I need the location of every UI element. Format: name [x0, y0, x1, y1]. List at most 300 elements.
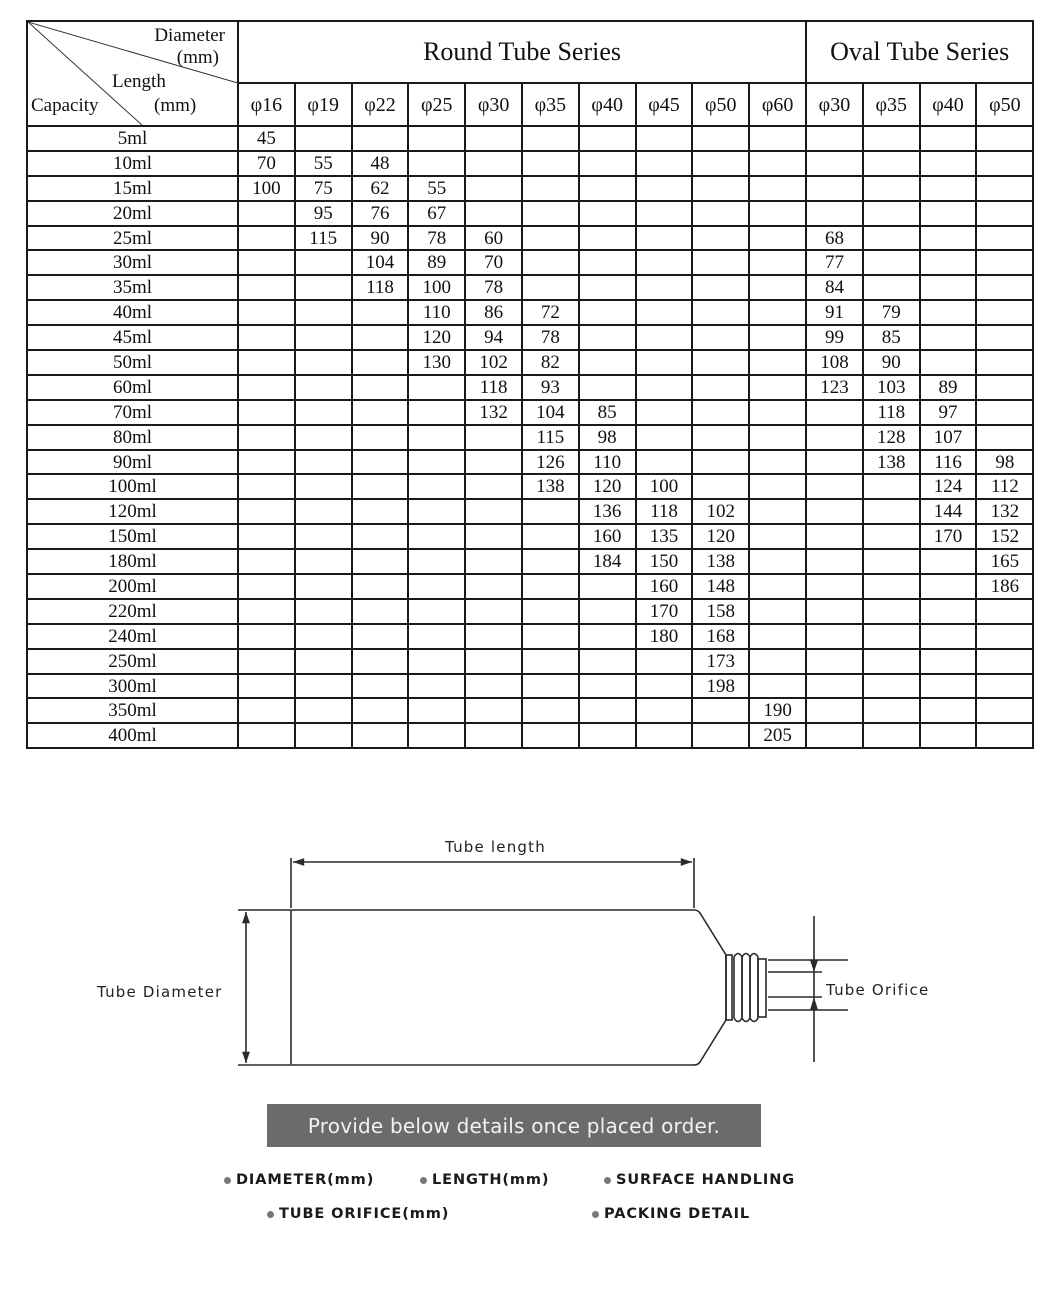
length-cell: [238, 698, 295, 723]
length-cell: 94: [465, 325, 522, 350]
capacity-cell: 70ml: [27, 400, 238, 425]
length-cell: 138: [692, 549, 749, 574]
length-cell: [920, 649, 977, 674]
length-cell: [636, 375, 693, 400]
table-row: [27, 474, 1033, 499]
length-cell: [920, 723, 977, 748]
length-cell: [863, 698, 920, 723]
length-cell: 173: [692, 649, 749, 674]
length-cell: [579, 201, 636, 226]
capacity-cell: 240ml: [27, 624, 238, 649]
length-cell: 138: [522, 474, 579, 499]
length-cell: [579, 624, 636, 649]
capacity-axis-label: Capacity: [31, 95, 99, 116]
length-cell: [692, 325, 749, 350]
length-cell: [749, 574, 806, 599]
capacity-cell: 350ml: [27, 698, 238, 723]
length-cell: 84: [806, 275, 863, 300]
length-cell: [976, 350, 1033, 375]
diameter-header-cell: φ40: [579, 83, 636, 126]
length-cell: [295, 375, 352, 400]
length-cell: [863, 649, 920, 674]
length-cell: [636, 674, 693, 699]
bullet-icon: [224, 1177, 231, 1184]
length-cell: [636, 226, 693, 251]
length-cell: [863, 201, 920, 226]
tube-length-label: Tube length: [445, 838, 546, 856]
length-cell: [408, 599, 465, 624]
length-cell: 165: [976, 549, 1033, 574]
length-cell: [863, 624, 920, 649]
length-cell: [352, 549, 409, 574]
length-cell: [692, 450, 749, 475]
capacity-cell: 30ml: [27, 250, 238, 275]
table-row: [27, 624, 1033, 649]
length-cell: [636, 400, 693, 425]
diameter-header-cell: φ45: [636, 83, 693, 126]
length-cell: 78: [465, 275, 522, 300]
table-row: [27, 698, 1033, 723]
length-cell: [749, 250, 806, 275]
capacity-cell: 120ml: [27, 499, 238, 524]
length-cell: 118: [465, 375, 522, 400]
length-cell: 90: [352, 226, 409, 251]
length-cell: [295, 499, 352, 524]
length-cell: [749, 524, 806, 549]
length-cell: [806, 599, 863, 624]
length-cell: [238, 275, 295, 300]
diameter-header-cell: φ50: [692, 83, 749, 126]
length-cell: [976, 723, 1033, 748]
length-cell: [920, 674, 977, 699]
length-cell: [692, 375, 749, 400]
length-cell: 123: [806, 375, 863, 400]
diameter-header-cell: φ16: [238, 83, 295, 126]
length-cell: 70: [465, 250, 522, 275]
detail-label: DIAMETER(mm): [236, 1172, 375, 1188]
length-cell: [522, 599, 579, 624]
length-cell: [749, 599, 806, 624]
length-cell: 85: [579, 400, 636, 425]
length-cell: 89: [408, 250, 465, 275]
table-row: [27, 425, 1033, 450]
length-cell: [238, 226, 295, 251]
length-cell: [692, 126, 749, 151]
length-cell: [863, 499, 920, 524]
length-cell: 112: [976, 474, 1033, 499]
capacity-cell: 400ml: [27, 723, 238, 748]
length-cell: [408, 698, 465, 723]
capacity-cell: 300ml: [27, 674, 238, 699]
length-cell: [522, 574, 579, 599]
length-cell: [522, 250, 579, 275]
length-cell: [352, 450, 409, 475]
length-cell: 85: [863, 325, 920, 350]
length-cell: [238, 649, 295, 674]
length-cell: [352, 574, 409, 599]
capacity-cell: 80ml: [27, 425, 238, 450]
length-cell: [238, 300, 295, 325]
table-row: [27, 499, 1033, 524]
length-cell: 55: [408, 176, 465, 201]
length-cell: [692, 425, 749, 450]
length-cell: [920, 325, 977, 350]
length-cell: 120: [408, 325, 465, 350]
length-cell: [522, 201, 579, 226]
length-cell: [295, 574, 352, 599]
length-cell: [976, 624, 1033, 649]
table-row: [27, 450, 1033, 475]
length-cell: [692, 151, 749, 176]
length-cell: [863, 574, 920, 599]
length-cell: 130: [408, 350, 465, 375]
length-unit-label: (mm): [154, 95, 197, 116]
length-cell: 78: [522, 325, 579, 350]
length-cell: [976, 226, 1033, 251]
length-cell: 118: [636, 499, 693, 524]
table-row: [27, 574, 1033, 599]
length-cell: [579, 674, 636, 699]
table-row: [27, 250, 1033, 275]
table-row: [27, 201, 1033, 226]
length-cell: [352, 723, 409, 748]
diameter-header-cell: φ50: [976, 83, 1033, 126]
length-cell: [749, 176, 806, 201]
length-cell: [863, 250, 920, 275]
length-cell: [976, 400, 1033, 425]
length-cell: 67: [408, 201, 465, 226]
length-cell: [238, 474, 295, 499]
length-cell: 144: [920, 499, 977, 524]
length-cell: [636, 325, 693, 350]
length-cell: [863, 126, 920, 151]
length-cell: [465, 698, 522, 723]
bullet-icon: [592, 1211, 599, 1218]
length-cell: [976, 126, 1033, 151]
length-cell: [863, 226, 920, 251]
length-cell: 45: [238, 126, 295, 151]
length-cell: [806, 474, 863, 499]
length-cell: [522, 151, 579, 176]
length-cell: [636, 151, 693, 176]
length-cell: [636, 649, 693, 674]
length-cell: [636, 350, 693, 375]
length-cell: 75: [295, 176, 352, 201]
length-cell: 93: [522, 375, 579, 400]
length-cell: [295, 450, 352, 475]
length-cell: [863, 151, 920, 176]
length-cell: [863, 549, 920, 574]
length-cell: [408, 375, 465, 400]
length-cell: 90: [863, 350, 920, 375]
length-cell: 79: [863, 300, 920, 325]
length-cell: [920, 599, 977, 624]
length-cell: [352, 126, 409, 151]
length-cell: 120: [692, 524, 749, 549]
capacity-cell: 45ml: [27, 325, 238, 350]
table-row: [27, 375, 1033, 400]
length-cell: [522, 499, 579, 524]
length-cell: [295, 350, 352, 375]
length-cell: [295, 674, 352, 699]
length-cell: [579, 250, 636, 275]
length-cell: [408, 674, 465, 699]
length-cell: [465, 201, 522, 226]
length-cell: [976, 425, 1033, 450]
length-cell: 100: [238, 176, 295, 201]
length-cell: [636, 176, 693, 201]
length-cell: [806, 698, 863, 723]
length-cell: [465, 499, 522, 524]
capacity-cell: 250ml: [27, 649, 238, 674]
length-cell: [920, 176, 977, 201]
length-cell: 128: [863, 425, 920, 450]
length-cell: [976, 325, 1033, 350]
length-cell: [522, 698, 579, 723]
length-cell: 97: [920, 400, 977, 425]
length-cell: 115: [295, 226, 352, 251]
length-cell: 124: [920, 474, 977, 499]
length-cell: 180: [636, 624, 693, 649]
length-cell: 132: [465, 400, 522, 425]
length-cell: [976, 375, 1033, 400]
length-cell: [408, 574, 465, 599]
length-cell: 135: [636, 524, 693, 549]
table-row: [27, 400, 1033, 425]
length-cell: 110: [579, 450, 636, 475]
length-cell: [806, 499, 863, 524]
table-row: [27, 649, 1033, 674]
length-cell: [806, 649, 863, 674]
length-cell: [352, 698, 409, 723]
length-cell: [636, 723, 693, 748]
length-cell: [636, 425, 693, 450]
length-cell: [692, 698, 749, 723]
length-cell: [806, 126, 863, 151]
length-cell: [863, 723, 920, 748]
length-cell: [579, 698, 636, 723]
length-cell: [579, 599, 636, 624]
length-cell: [806, 450, 863, 475]
diameter-header-cell: φ35: [522, 83, 579, 126]
diameter-unit-label: (mm): [176, 47, 219, 68]
table-row: [27, 325, 1033, 350]
length-cell: [920, 698, 977, 723]
length-cell: [749, 649, 806, 674]
length-cell: [579, 649, 636, 674]
length-cell: [976, 176, 1033, 201]
length-cell: [692, 350, 749, 375]
length-cell: [238, 201, 295, 226]
length-cell: [863, 176, 920, 201]
length-cell: 150: [636, 549, 693, 574]
length-cell: [352, 375, 409, 400]
length-cell: [976, 698, 1033, 723]
capacity-cell: 220ml: [27, 599, 238, 624]
length-cell: 100: [636, 474, 693, 499]
length-cell: 198: [692, 674, 749, 699]
length-cell: 104: [352, 250, 409, 275]
detail-label: TUBE ORIFICE(mm): [279, 1206, 450, 1222]
diameter-header-cell: φ22: [352, 83, 409, 126]
length-cell: [579, 226, 636, 251]
oval-tube-series-header: Oval Tube Series: [806, 21, 1033, 83]
length-cell: [806, 425, 863, 450]
length-cell: [692, 723, 749, 748]
length-cell: [465, 524, 522, 549]
length-cell: [749, 275, 806, 300]
bullet-icon: [267, 1211, 274, 1218]
length-cell: [920, 549, 977, 574]
length-cell: 116: [920, 450, 977, 475]
tube-diameter-label: Tube Diameter: [97, 983, 223, 1001]
length-cell: 100: [408, 275, 465, 300]
length-cell: [408, 524, 465, 549]
length-cell: [692, 201, 749, 226]
length-cell: 170: [920, 524, 977, 549]
length-cell: [863, 524, 920, 549]
length-cell: [920, 226, 977, 251]
length-cell: 78: [408, 226, 465, 251]
length-cell: 98: [976, 450, 1033, 475]
length-cell: 160: [579, 524, 636, 549]
length-cell: 70: [238, 151, 295, 176]
length-cell: [295, 400, 352, 425]
length-cell: 102: [465, 350, 522, 375]
length-cell: [238, 499, 295, 524]
length-cell: [408, 499, 465, 524]
length-cell: [692, 400, 749, 425]
length-cell: [579, 151, 636, 176]
length-cell: [749, 126, 806, 151]
length-cell: [920, 275, 977, 300]
detail-label: LENGTH(mm): [432, 1172, 550, 1188]
length-cell: [352, 499, 409, 524]
capacity-cell: 20ml: [27, 201, 238, 226]
length-cell: [806, 151, 863, 176]
table-row: [27, 126, 1033, 151]
length-cell: 48: [352, 151, 409, 176]
length-cell: 120: [579, 474, 636, 499]
length-cell: [636, 126, 693, 151]
length-cell: [352, 674, 409, 699]
length-cell: [749, 201, 806, 226]
length-cell: 148: [692, 574, 749, 599]
length-cell: 55: [295, 151, 352, 176]
length-cell: 89: [920, 375, 977, 400]
length-cell: 118: [352, 275, 409, 300]
tube-orifice-label: Tube Orifice: [826, 981, 930, 999]
length-cell: [806, 176, 863, 201]
length-cell: [408, 450, 465, 475]
length-cell: [408, 425, 465, 450]
length-cell: [692, 275, 749, 300]
length-cell: [806, 400, 863, 425]
table-row: [27, 151, 1033, 176]
diameter-header-cell: φ30: [465, 83, 522, 126]
length-cell: [408, 649, 465, 674]
length-cell: [749, 474, 806, 499]
length-cell: [408, 126, 465, 151]
length-cell: 158: [692, 599, 749, 624]
length-cell: 115: [522, 425, 579, 450]
length-cell: [806, 201, 863, 226]
length-cell: 138: [863, 450, 920, 475]
detail-item-tube-orifice: [267, 1206, 449, 1222]
length-cell: [295, 524, 352, 549]
diameter-header-cell: φ25: [408, 83, 465, 126]
length-cell: [920, 350, 977, 375]
length-cell: 102: [692, 499, 749, 524]
diameter-header-cell: φ30: [806, 83, 863, 126]
length-cell: [408, 549, 465, 574]
length-cell: [749, 450, 806, 475]
capacity-cell: 100ml: [27, 474, 238, 499]
length-cell: [522, 624, 579, 649]
length-cell: [295, 425, 352, 450]
diameter-axis-label: Diameter: [154, 25, 225, 46]
length-cell: [295, 723, 352, 748]
length-cell: [465, 176, 522, 201]
length-cell: [465, 574, 522, 599]
table-row: [27, 723, 1033, 748]
length-cell: [749, 325, 806, 350]
length-cell: 152: [976, 524, 1033, 549]
length-cell: [920, 151, 977, 176]
length-cell: [465, 474, 522, 499]
length-cell: 60: [465, 226, 522, 251]
length-cell: [692, 226, 749, 251]
length-cell: 184: [579, 549, 636, 574]
length-cell: [295, 126, 352, 151]
length-cell: [636, 698, 693, 723]
length-cell: [465, 425, 522, 450]
table-row: [27, 226, 1033, 251]
table-corner-header: [27, 21, 238, 126]
length-cell: [352, 350, 409, 375]
bullet-icon: [604, 1177, 611, 1184]
length-cell: 82: [522, 350, 579, 375]
tube-dimension-diagram: [0, 800, 1060, 1090]
length-cell: [522, 674, 579, 699]
length-cell: [295, 549, 352, 574]
length-cell: [749, 226, 806, 251]
detail-item-diameter: [224, 1172, 374, 1188]
length-cell: [352, 300, 409, 325]
length-cell: [579, 300, 636, 325]
length-cell: [352, 599, 409, 624]
diameter-header-cell: φ40: [920, 83, 977, 126]
length-cell: [238, 549, 295, 574]
capacity-cell: 180ml: [27, 549, 238, 574]
length-cell: [295, 649, 352, 674]
capacity-cell: 150ml: [27, 524, 238, 549]
length-cell: [465, 599, 522, 624]
round-tube-series-header: Round Tube Series: [238, 21, 806, 83]
length-cell: [976, 250, 1033, 275]
length-cell: [295, 599, 352, 624]
length-cell: [749, 375, 806, 400]
length-cell: [408, 151, 465, 176]
tube-size-table: [26, 20, 1034, 749]
capacity-cell: 35ml: [27, 275, 238, 300]
length-cell: [692, 250, 749, 275]
length-cell: 168: [692, 624, 749, 649]
length-cell: [238, 674, 295, 699]
length-cell: [238, 524, 295, 549]
table-row: [27, 674, 1033, 699]
length-axis-label: Length: [112, 71, 166, 92]
